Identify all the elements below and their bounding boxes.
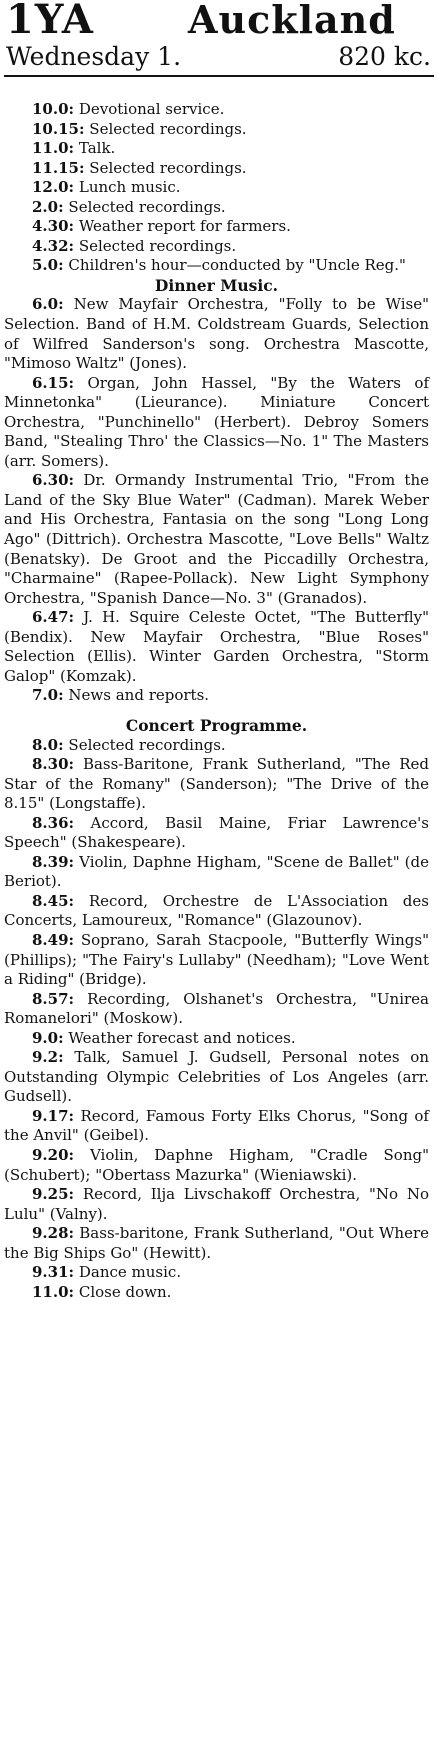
item-description: Talk, Samuel J. Gudsell, Personal notes on Outstanding Olympic Celebrities of Los Angeles (arr. Gudsell).: [4, 1048, 429, 1106]
item-time: 12.0:: [32, 178, 75, 197]
item-time: 11.0:: [32, 1282, 75, 1301]
programme-item: [4, 1185, 429, 1224]
item-time: 7.0:: [32, 686, 64, 705]
programme-listing: [4, 100, 429, 1302]
item-time: 10.0:: [32, 100, 75, 118]
item-time: 6.0:: [32, 295, 64, 314]
item-time: 9.25:: [32, 1185, 75, 1204]
programme-item: [4, 295, 429, 373]
item-time: 9.17:: [32, 1106, 75, 1125]
item-time: 4.32:: [32, 236, 75, 255]
item-description: Selected recordings.: [68, 735, 226, 754]
item-description: New Mayfair Orchestra, "Folly to be Wise" Selection. Band of H.M. Coldstream Guards, Selection of Wilfred Sanderson's song. Orchestra Mascotte, "Mimoso Waltz" (Jones).: [4, 295, 429, 373]
item-time: 9.31:: [32, 1263, 75, 1282]
item-time: 8.0:: [32, 735, 64, 754]
item-description: Record, Ilja Livschakoff Orchestra, "No No Lulu" (Valny).: [4, 1185, 429, 1223]
programme-item: [4, 471, 429, 608]
item-time: 9.28:: [32, 1224, 75, 1243]
programme-item: [4, 256, 429, 276]
station-frequency: 820 kc.: [338, 42, 431, 71]
masthead: [0, 0, 445, 80]
programme-day: Wednesday 1.: [6, 42, 182, 71]
item-time: 8.45:: [32, 891, 75, 910]
item-description: News and reports.: [68, 686, 210, 705]
programme-item: [4, 120, 429, 140]
item-description: Record, Famous Forty Elks Chorus, "Song of the Anvil" (Geibel).: [4, 1106, 429, 1145]
item-time: 5.0:: [32, 256, 64, 275]
item-time: 8.39:: [32, 852, 75, 871]
item-description: Devotional service.: [78, 100, 225, 118]
item-description: Dance music.: [78, 1263, 182, 1282]
item-description: Weather forecast and notices.: [68, 1028, 296, 1047]
item-description: Lunch music.: [78, 178, 181, 197]
programme-item: [4, 990, 429, 1029]
item-description: Selected recordings.: [89, 158, 247, 177]
programme-item: [4, 139, 429, 159]
item-time: 6.15:: [32, 373, 75, 392]
station-callsign: 1YA: [6, 0, 94, 43]
programme-item: [4, 1029, 429, 1049]
station-city: Auckland: [188, 0, 396, 42]
item-description: J. H. Squire Celeste Octet, "The Butterfly" (Bendix). New Mayfair Orchestra, "Blue Roses" Selection (Ellis). Winter Garden Orchestra, "Storm Galop" (Komzak).: [4, 608, 429, 685]
item-description: Record, Orchestre de L'Association des Concerts, Lamoureux, "Romance" (Glazounov).: [4, 891, 429, 930]
item-description: Soprano, Sarah Stacpoole, "Butterfly Wings" (Phillips); "The Fairy's Lullaby" (Needham); "Love Went a Riding" (Bridge).: [4, 930, 429, 989]
item-description: Selected recordings.: [68, 197, 226, 216]
item-description: Bass-Baritone, Frank Sutherland, "The Red Star of the Romany" (Sanderson); "The Drive of the 8.15" (Longstaffe).: [4, 755, 429, 813]
item-description: Accord, Basil Maine, Friar Lawrence's Speech" (Shakespeare).: [4, 813, 429, 852]
programme-item: [4, 237, 429, 257]
programme-item: [4, 1107, 429, 1146]
programme-item: [4, 853, 429, 892]
item-time: 8.36:: [32, 813, 75, 832]
item-description: Violin, Daphne Higham, "Scene de Ballet" (de Beriot).: [4, 852, 429, 891]
section-heading: Concert Programme.: [125, 715, 308, 735]
item-time: 8.49:: [32, 930, 75, 949]
programme-item: [4, 1146, 429, 1185]
programme-item: [4, 608, 429, 686]
item-description: Selected recordings.: [78, 236, 237, 255]
programme-item: [4, 217, 429, 237]
item-description: Violin, Daphne Higham, "Cradle Song" (Schubert); "Obertass Mazurka" (Wieniawski).: [4, 1145, 429, 1184]
item-time: 10.15:: [32, 119, 85, 138]
item-time: 8.57:: [32, 989, 75, 1008]
item-description: Organ, John Hassel, "By the Waters of Minnetonka" (Lieurance). Miniature Concert Orchestra, "Punchinello" (Herbert). Debroy Somers Band, "Stealing Thro' the Classics—No. 1" The Masters (arr. Somers).: [4, 373, 429, 470]
programme-item: [4, 374, 429, 472]
item-time: 8.30:: [32, 755, 75, 774]
item-description: Close down.: [78, 1282, 172, 1301]
item-time: 9.0:: [32, 1028, 64, 1047]
item-time: 11.15:: [32, 158, 85, 177]
programme-item: [4, 814, 429, 853]
programme-item: [4, 755, 429, 814]
item-description: Weather report for farmers.: [78, 217, 291, 236]
programme-item: [4, 1263, 429, 1283]
programme-item: [4, 736, 429, 756]
item-description: Children's hour—conducted by "Uncle Reg.": [68, 256, 406, 275]
item-time: 9.2:: [32, 1048, 64, 1067]
section-heading: Dinner Music.: [154, 275, 279, 295]
programme-item: [4, 1048, 429, 1107]
item-time: 6.47:: [32, 608, 75, 627]
programme-item: [4, 931, 429, 990]
item-description: Talk.: [78, 139, 116, 158]
programme-item: [4, 100, 429, 120]
item-description: Bass-baritone, Frank Sutherland, "Out Where the Big Ships Go" (Hewitt).: [4, 1224, 429, 1262]
programme-item: [4, 1283, 429, 1303]
item-description: Selected recordings.: [89, 119, 247, 138]
programme-item: [4, 1224, 429, 1263]
programme-item: [4, 892, 429, 931]
item-time: 11.0:: [32, 139, 75, 158]
header-rule: [4, 75, 434, 77]
item-time: 9.20:: [32, 1145, 75, 1164]
item-time: 6.30:: [32, 471, 75, 490]
programme-item: [4, 686, 429, 706]
item-description: Recording, Olshanet's Orchestra, "Unirea Romanelori" (Moskow).: [4, 989, 429, 1028]
item-time: 4.30:: [32, 217, 75, 236]
programme-item: [4, 178, 429, 198]
item-time: 2.0:: [32, 197, 64, 216]
programme-item: [4, 198, 429, 218]
programme-item: [4, 159, 429, 179]
item-description: Dr. Ormandy Instrumental Trio, "From the Land of the Sky Blue Water" (Cadman). Marek Weber and His Orchestra, Fantasia on the song "Long Long Ago" (Dittrich). Orchestra Mascotte, "Love Bells" Waltz (Benatsky). De Groot and the Piccadilly Orchestra, "Charmaine" (Rapee-Pollack). New Light Symphony Orchestra, "Spanish Dance—No. 3" (Granados).: [4, 471, 429, 607]
